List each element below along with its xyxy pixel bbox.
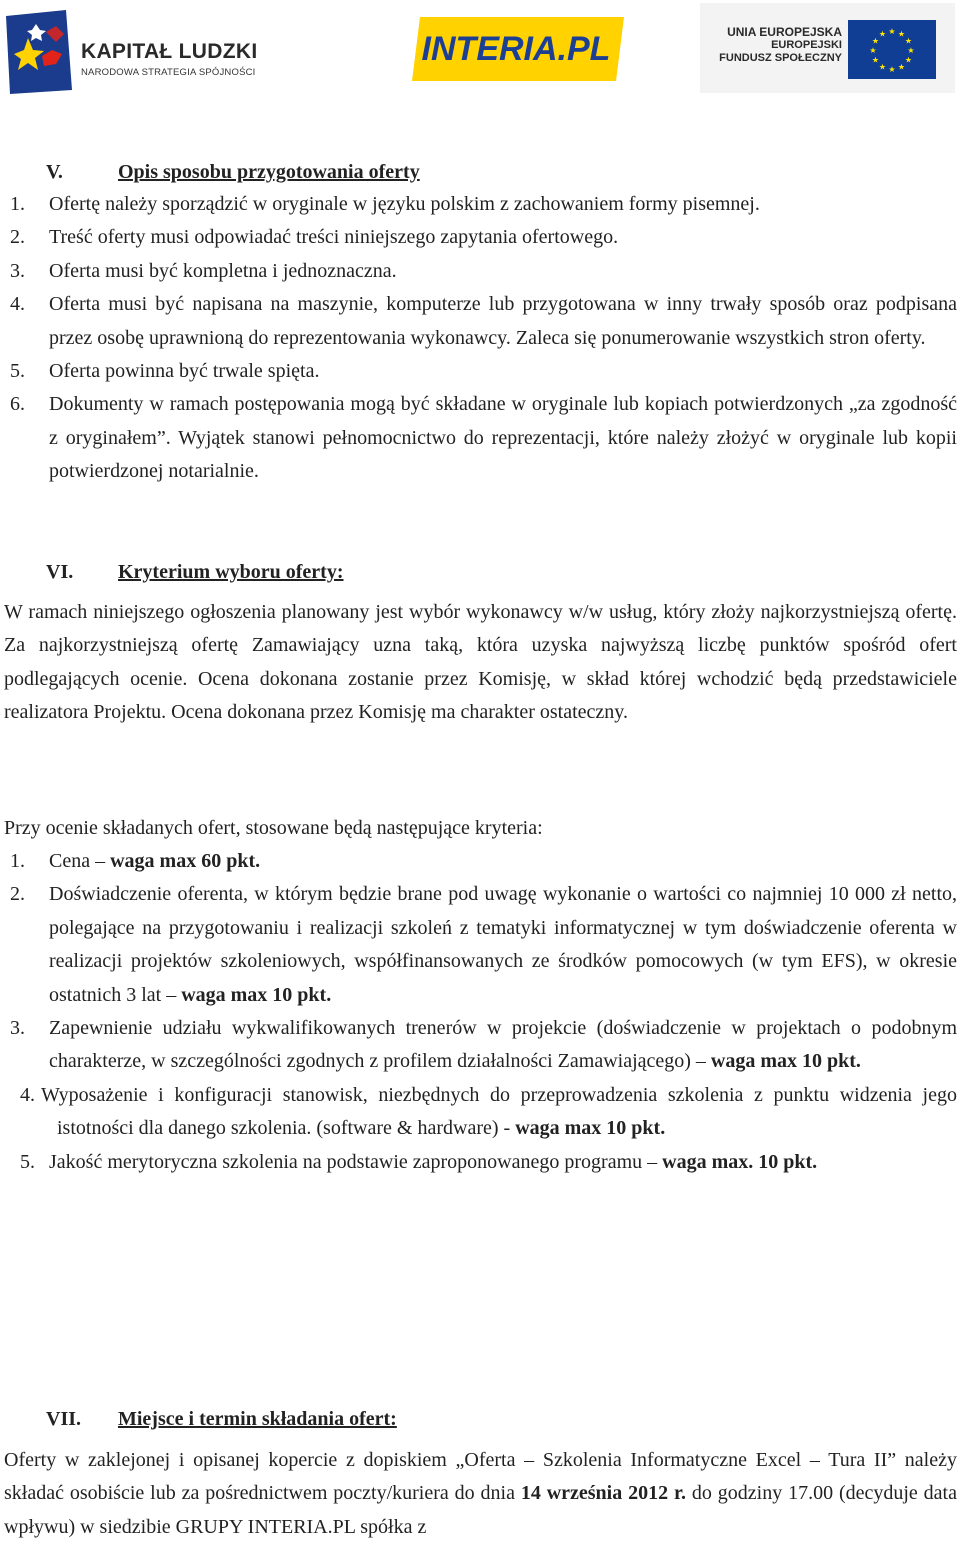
section-vi-title: Kryterium wyboru oferty: (118, 561, 344, 583)
section-vi-paragraph: W ramach niniejszego ogłoszenia planowany jest wybór wykonawcy w/w usług, który złoży najkorzystniejszą ofertę. Za najkorzystniejszą ofertę Zamawiający uzna taką, która uzyska najwyższą liczbę punktów spośród ofert podlegających ocenie. Ocena dokonana zostanie przez Komisję, w skład której wchodzić będą przedstawiciele realizatora Projektu. Ocena dokonana przez Komisję ma charakter ostateczny. (4, 601, 957, 724)
svg-text:★: ★ (871, 55, 880, 65)
svg-text:★: ★ (871, 36, 880, 46)
svg-text:★: ★ (869, 46, 877, 55)
section-v-title: Opis sposobu przygotowania oferty (118, 161, 420, 183)
svg-text:★: ★ (878, 29, 887, 39)
criteria-item: 1. Cena – waga max 60 pkt. (10, 850, 261, 872)
section-vii-text-2: do godziny 17.00 (decyduje data wpływu) w siedzibie GRUPY INTERIA.PL spółka z (4, 1482, 957, 1538)
list-item: 4. Oferta musi być napisana na maszynie, komputerze lub przygotowana w inny trwały sposób oraz podpisana przez osobę uprawnioną do reprezentowania wykonawcy. Zaleca się ponumerowanie wszystkich stron oferty. (10, 293, 957, 349)
interia-logo (412, 15, 624, 81)
section-vii-text-1: Oferty w zaklejonej i opisanej kopercie z dopiskiem „Oferta – Szkolenia Informatyczne Excel – Tura II” należy składać osobiście lub za pośrednictwem poczty/kuriera do dnia (4, 1449, 957, 1505)
section-vii-paragraph (4, 1444, 957, 1544)
section-vii-number: VII. (46, 1408, 82, 1430)
list-item: 1. Ofertę należy sporządzić w oryginale w języku polskim z zachowaniem formy pisemnej. (10, 193, 760, 215)
kapital-ludzki-subtitle: NARODOWA STRATEGIA SPÓJNOŚCI (81, 67, 256, 78)
criteria-item: 3. Zapewnienie udziału wykwalifikowanych trenerów w projekcie (doświadczenie w projektach o podobnym charakterze, w szczególności zgodnych z profilem działalności Zamawiającego) – waga max 10 pkt. (10, 1017, 957, 1073)
svg-text:★: ★ (897, 29, 906, 39)
list-item: 2. Treść oferty musi odpowiadać treści niniejszego zapytania ofertowego. (10, 226, 619, 249)
svg-text:★: ★ (888, 27, 896, 36)
svg-text:★: ★ (888, 65, 896, 74)
list-item: 5. Oferta powinna być trwale spięta. (10, 360, 320, 383)
section-v-heading (46, 156, 546, 189)
interia-logo-text: INTERIA.PL (421, 30, 611, 68)
eu-fund-logo (700, 3, 955, 93)
criteria-item: 5. Jakość merytoryczna szkolenia na podstawie zaproponowanego programu – waga max. 10 pkt. (20, 1150, 818, 1173)
svg-text:★: ★ (907, 46, 915, 55)
criteria-intro: Przy ocenie składanych ofert, stosowane będą następujące kryteria: (4, 817, 543, 839)
svg-text:★: ★ (897, 62, 906, 72)
section-v-list (0, 188, 957, 489)
svg-text:★: ★ (904, 36, 913, 46)
eu-logo-line2: EUROPEJSKI (771, 39, 842, 51)
section-vi-heading (46, 556, 546, 589)
section-v-number: V. (46, 161, 63, 183)
page-header (0, 0, 960, 100)
section-vi-number: VI. (46, 561, 74, 583)
criteria-list (0, 845, 957, 1179)
section-vii-title: Miejsce i termin składania ofert: (118, 1408, 397, 1430)
criteria-item: 2. Doświadczenie oferenta, w którym będzie brane pod uwagę wykonanie o wartości co najmniej 10 000 zł netto, polegające na przygotowaniu i realizacji szkoleń z tematyki informatycznej w tym doświadczenie oferenta w realizacji projektów szkoleniowych, współfinansowanych ze środków pomocowych (w tym EFS), w okresie ostatnich 3 lat – waga max 10 pkt. (10, 883, 957, 1006)
kapital-ludzki-emblem-icon (6, 10, 76, 94)
list-item: 6. Dokumenty w ramach postępowania mogą być składane w oryginale lub kopiach potwierdzonych „za zgodność z oryginałem”. Wyjątek stanowi pełnomocnictwo do reprezentacji, które należy złożyć w oryginale lub kopii potwierdzonej notarialnie. (10, 393, 957, 483)
eu-logo-line1: UNIA EUROPEJSKA (727, 25, 842, 39)
submission-deadline: 14 września 2012 r. (520, 1482, 687, 1505)
kapital-ludzki-title: KAPITAŁ LUDZKI (81, 40, 258, 63)
svg-text:★: ★ (904, 55, 913, 65)
list-item: 3. Oferta musi być kompletna i jednoznaczna. (10, 259, 397, 282)
kapital-ludzki-logo (6, 10, 266, 94)
section-vii-heading (46, 1403, 546, 1436)
criteria-item: 4. Wyposażenie i konfiguracji stanowisk, niezbędnych do przeprowadzenia szkolenia z punktu widzenia jego istotności dla danego szkolenia. (software & hardware) - waga max 10 pkt. (20, 1083, 957, 1140)
svg-text:★: ★ (878, 62, 887, 72)
eu-flag-icon (848, 20, 936, 79)
eu-logo-line3: FUNDUSZ SPOŁECZNY (719, 52, 842, 64)
